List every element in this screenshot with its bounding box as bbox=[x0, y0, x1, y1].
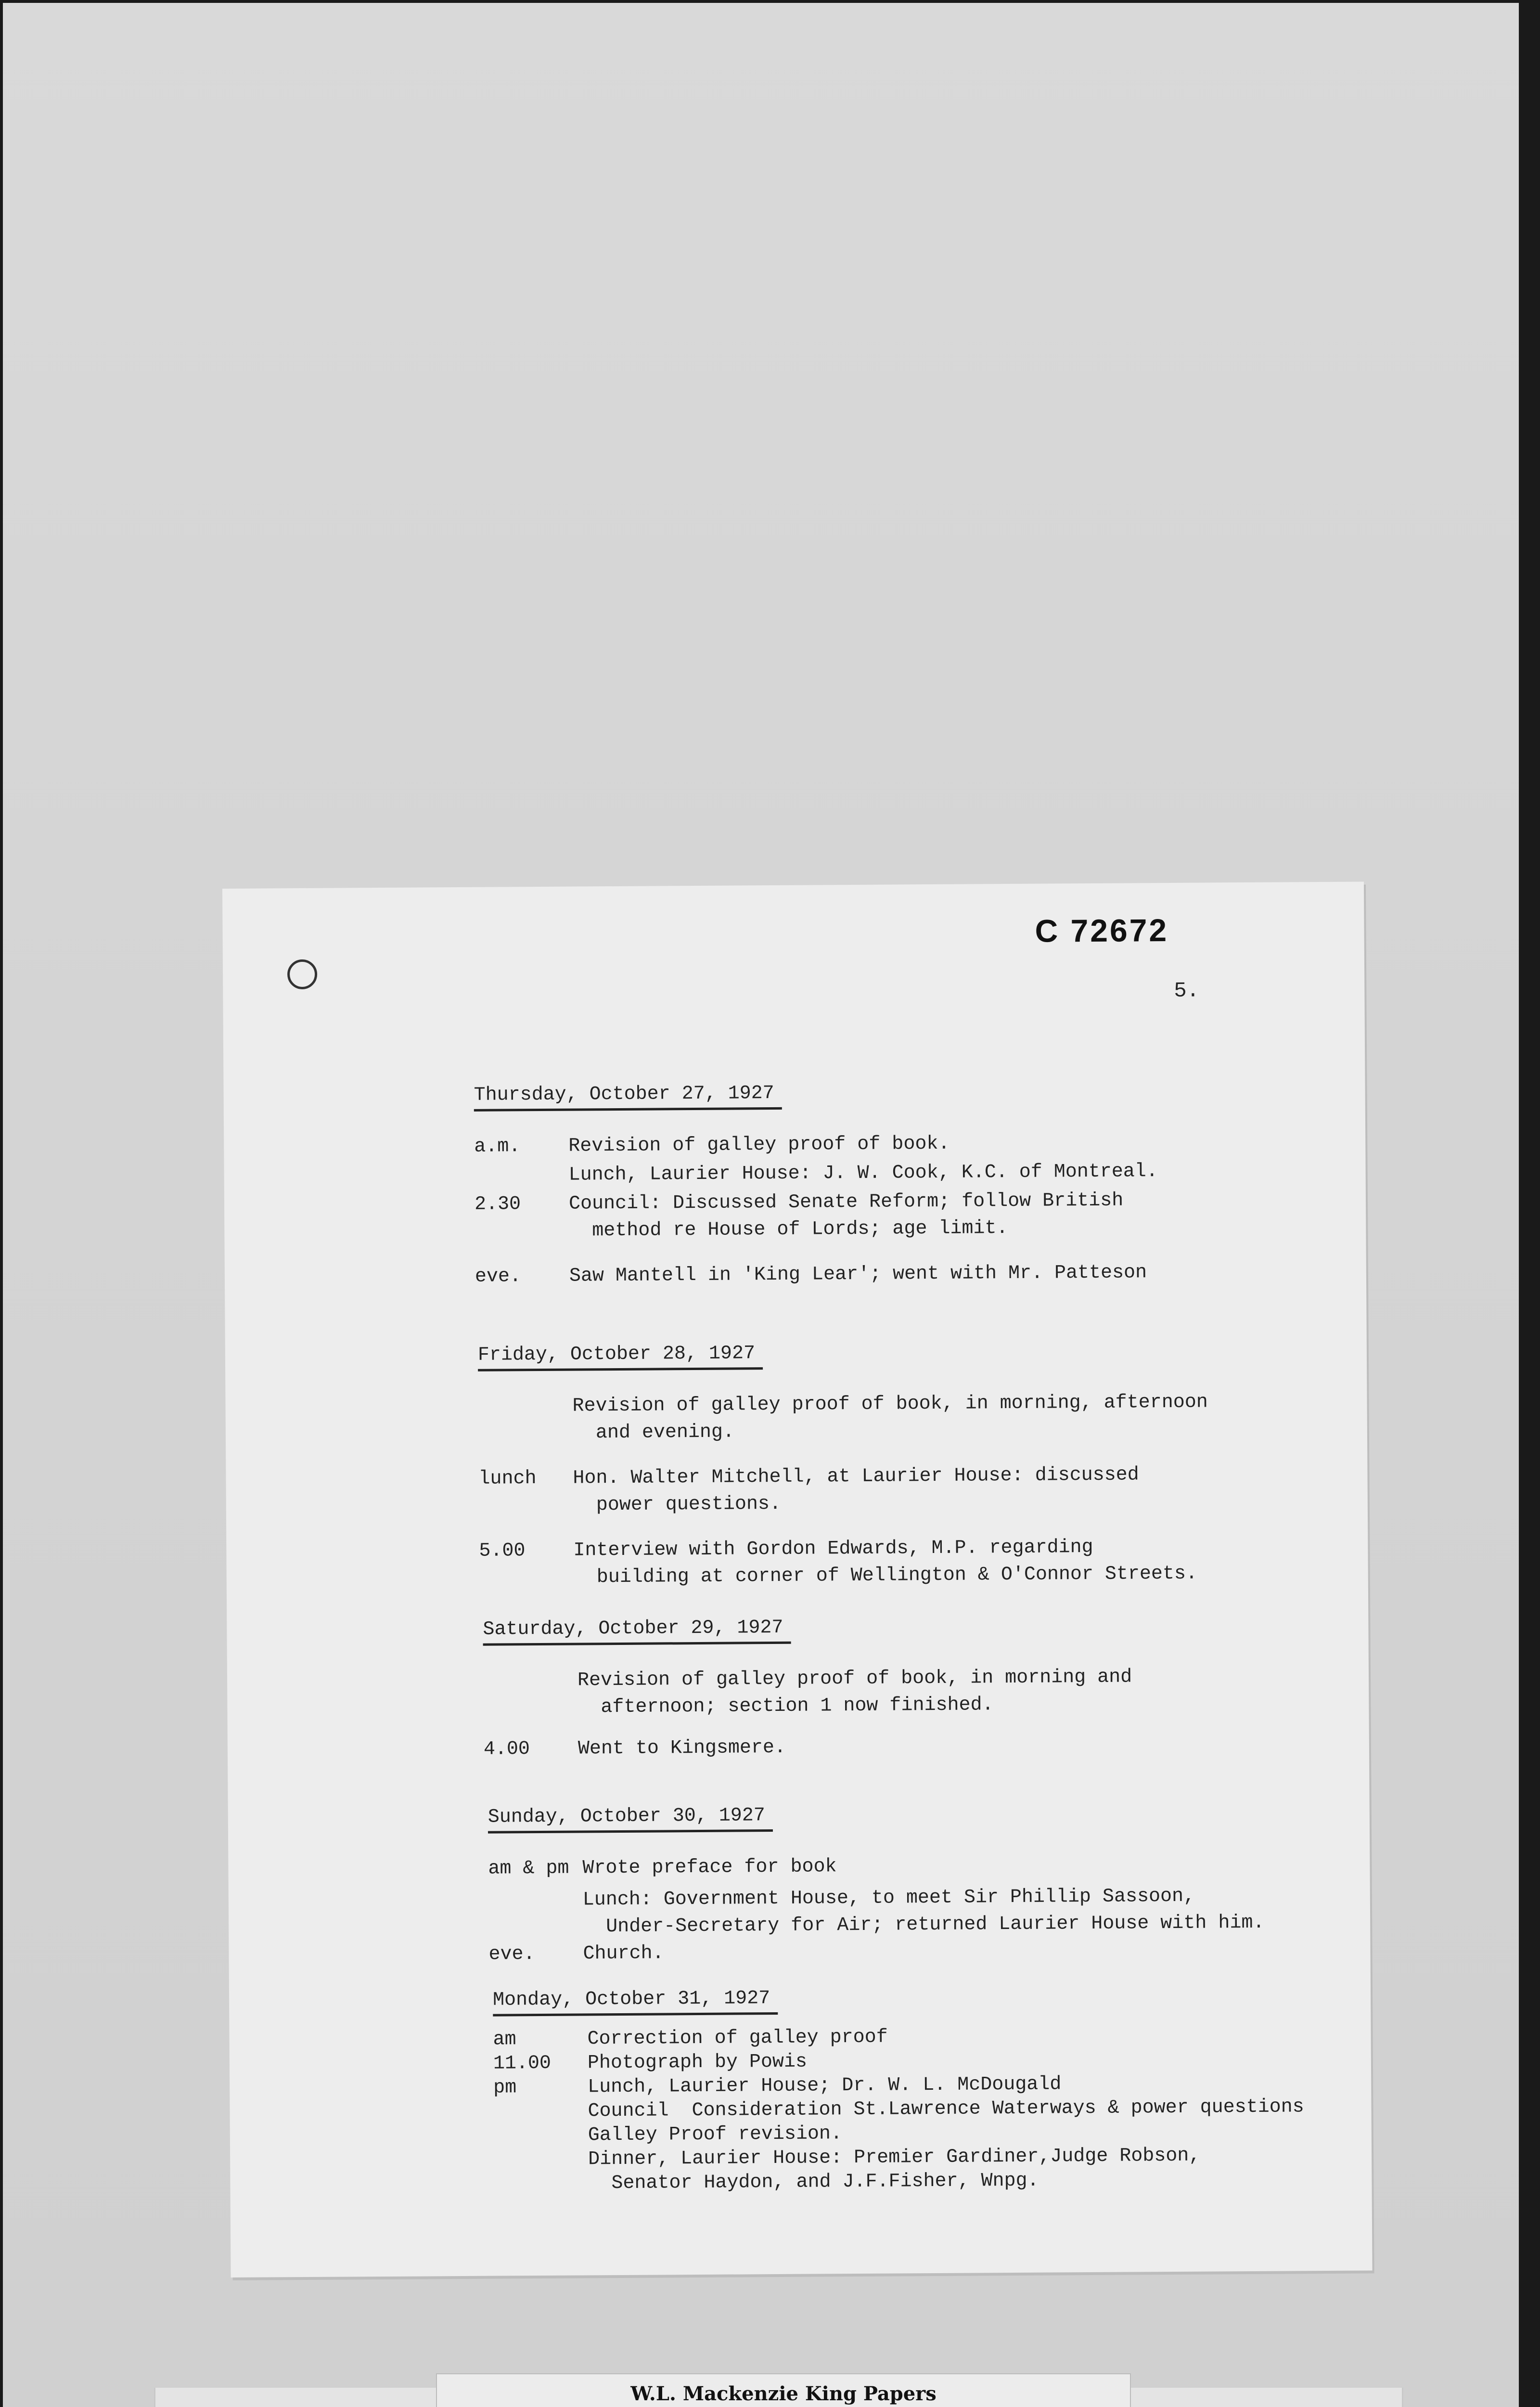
diary-entry bbox=[474, 1129, 1158, 1161]
page-number: 5. bbox=[1174, 979, 1200, 1003]
entry-time: eve. bbox=[475, 1266, 522, 1288]
entry-text: Interview with Gordon Edwards, M.P. regarding building at corner of Wellington & O'Connor Streets. bbox=[573, 1536, 1198, 1589]
day-section bbox=[493, 1984, 1305, 2196]
entry-time bbox=[488, 1887, 583, 1941]
entry-time bbox=[494, 2148, 589, 2196]
entry-text: Photograph by Powis bbox=[587, 2051, 808, 2074]
entry-text: Dinner, Laurier House: Premier Gardiner,Judge Robson, Senator Haydon, and J.F.Fisher, Wnpg. bbox=[588, 2145, 1201, 2195]
diary-entry bbox=[493, 2095, 1304, 2124]
day-heading: Thursday, October 27, 1927 bbox=[474, 1083, 782, 1112]
entry-text: Lunch, Laurier House: J. W. Cook, K.C. of Montreal. bbox=[568, 1161, 1158, 1186]
diary-entry bbox=[483, 1664, 1132, 1721]
diary-entry bbox=[478, 1462, 1208, 1520]
entry-time: a.m. bbox=[474, 1136, 521, 1158]
entry-text: Church. bbox=[583, 1942, 664, 1965]
diary-entry bbox=[478, 1389, 1208, 1448]
entry-time bbox=[493, 2099, 588, 2124]
diary-entry bbox=[494, 2143, 1305, 2196]
entry-text: Revision of galley proof of book, in morning and afternoon; section 1 now finished. bbox=[577, 1666, 1132, 1719]
entry-time: 11.00 bbox=[493, 2052, 552, 2075]
entry-time: pm bbox=[493, 2077, 517, 2099]
entry-time bbox=[494, 2123, 588, 2148]
day-section bbox=[483, 1615, 1132, 1763]
diary-entry bbox=[488, 1937, 1265, 1968]
entry-time bbox=[483, 1668, 578, 1722]
day-heading: Saturday, October 29, 1927 bbox=[483, 1617, 791, 1646]
entry-time bbox=[474, 1162, 568, 1190]
entry-time: 2.30 bbox=[474, 1193, 521, 1216]
entry-time: am & pm bbox=[488, 1857, 569, 1880]
entry-text: Galley Proof revision. bbox=[588, 2123, 843, 2147]
diary-entry bbox=[475, 1187, 1158, 1245]
entry-text: Council Consideration St.Lawrence Waterways & power questions bbox=[588, 2096, 1304, 2122]
entry-text: Lunch, Laurier House; Dr. W. L. McDougald bbox=[588, 2073, 1062, 2098]
punch-hole bbox=[287, 959, 317, 989]
document-number: C 72672 bbox=[1035, 912, 1169, 949]
collection-label bbox=[436, 2373, 1131, 2407]
diary-entry bbox=[479, 1534, 1209, 1592]
diary-entry bbox=[475, 1259, 1159, 1291]
entry-text: Went to Kingsmere. bbox=[578, 1736, 786, 1760]
entry-text: Wrote preface for book bbox=[582, 1856, 837, 1879]
diary-entry bbox=[488, 1851, 1264, 1883]
day-section bbox=[478, 1340, 1209, 1592]
entry-time: lunch bbox=[478, 1468, 537, 1490]
diary-entry bbox=[484, 1732, 1133, 1763]
day-heading: Friday, October 28, 1927 bbox=[478, 1343, 763, 1372]
entry-text: Saw Mantell in 'King Lear'; went with Mr. Patteson bbox=[569, 1262, 1147, 1287]
entry-text: Council: Discussed Senate Reform; follow British method re House of Lords; age limit. bbox=[568, 1190, 1124, 1242]
entry-text: Correction of galley proof bbox=[587, 2026, 888, 2050]
entry-text: Revision of galley proof of book, in morning, afternoon and evening. bbox=[572, 1391, 1208, 1444]
entry-time: eve. bbox=[488, 1943, 535, 1966]
entry-time: 4.00 bbox=[483, 1738, 530, 1760]
diary-entry bbox=[474, 1158, 1158, 1190]
diary-entry bbox=[488, 1883, 1265, 1941]
collection-name: W.L. Mackenzie King Papers bbox=[630, 2382, 937, 2405]
day-section bbox=[474, 1080, 1158, 1291]
document-page bbox=[222, 882, 1373, 2278]
entry-text: Lunch: Government House, to meet Sir Phillip Sassoon, Under-Secretary for Air; returned Laurier House with him. bbox=[582, 1885, 1265, 1938]
day-section bbox=[488, 1802, 1265, 1968]
day-heading: Monday, October 31, 1927 bbox=[493, 1988, 778, 2017]
entry-text: Hon. Walter Mitchell, at Laurier House: discussed power questions. bbox=[573, 1464, 1139, 1516]
entry-text: Revision of galley proof of book. bbox=[568, 1133, 950, 1157]
entry-time: am bbox=[493, 2029, 516, 2051]
entry-time: 5.00 bbox=[479, 1540, 526, 1562]
entry-time bbox=[478, 1393, 573, 1448]
day-heading: Sunday, October 30, 1927 bbox=[488, 1805, 773, 1834]
